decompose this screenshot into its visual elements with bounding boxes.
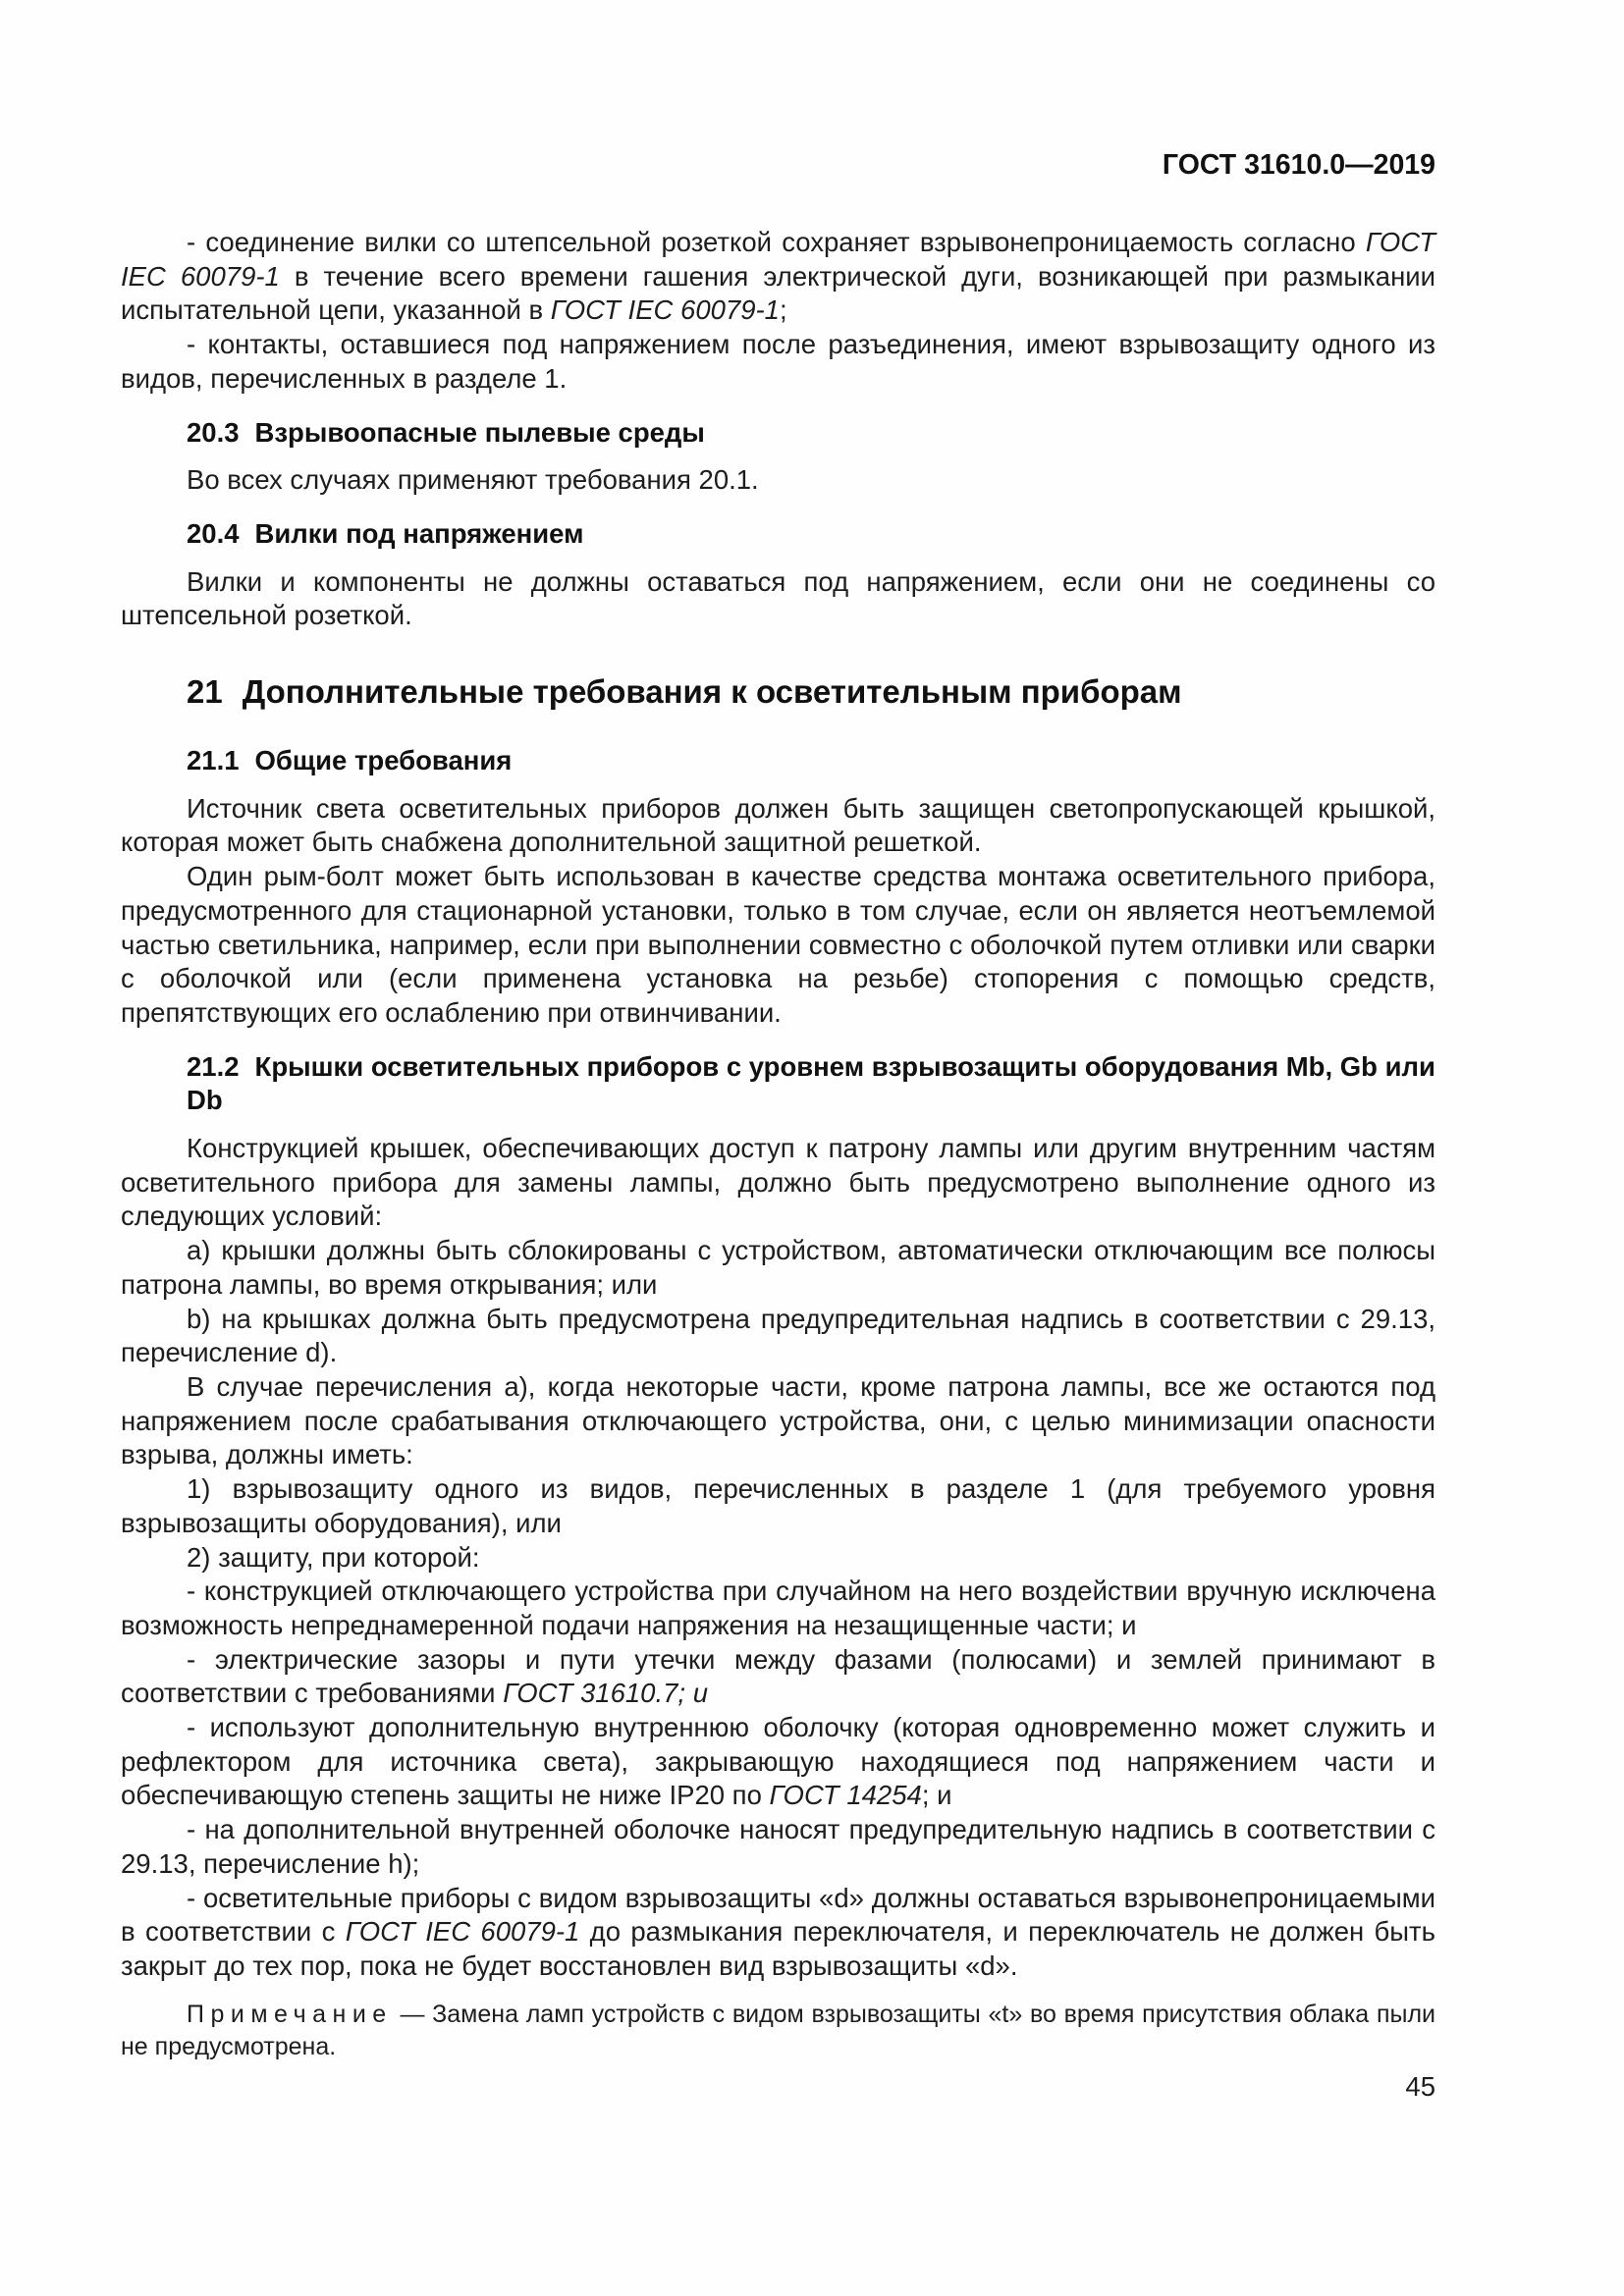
heading-number: 21.1 [187, 745, 240, 776]
heading-number: 21.2 [187, 1050, 240, 1082]
body-paragraph: Один рым-болт может быть использован в качестве средства монтажа осветительного прибора, предусмотренного для стационарной установки, только в том случае, если он является неотъемлемой частью светильника, например, если при выполнении совместно с оболочкой путем отливки или сварки с оболочкой или (если применена установка на резьбе) стопорения с помощью средств, препятствующих его ослаблению при отвинчивании. [121, 861, 1435, 1028]
page-number: 45 [1405, 2070, 1435, 2102]
text-segment: - соединение вилки со штепсельной розеткой сохраняет взрывонепроницаемость согласно [187, 227, 1366, 257]
body-paragraph: Вилки и компоненты не должны оставаться под напряжением, если они не соединены со штепсельной розеткой. [121, 565, 1435, 631]
standard-reference: ГОСТ 31610.7; и [503, 1678, 708, 1709]
text-segment: ; и [921, 1780, 952, 1811]
list-item-dash [121, 1882, 1435, 1984]
body-paragraph: Во всех случаях применяют требования 20.1. [187, 464, 759, 496]
heading-title: Крышки осветительных приборов с уровнем взрывозащиты оборудования Mb, Gb или Db [187, 1050, 1435, 1116]
list-item-plug-socket [121, 226, 1435, 328]
heading-title: Вилки под напряжением [254, 517, 584, 549]
list-item-option-b: b) на крышках должна быть предусмотрена предупредительная надпись в соответствии с 29.13, перечисление d). [121, 1303, 1435, 1368]
text-segment: - используют дополнительную внутреннюю оболочку (которая одновременно может служить и рефлектором для источника света), закрывающую находящиеся под напряжением части и обеспечивающую степень защиты не ниже IP20 по [121, 1712, 1435, 1811]
heading-title: Взрывоопасные пылевые среды [254, 416, 705, 448]
list-item-contacts: - контакты, оставшиеся под напряжением после разъединения, имеют взрывозащиту одного из видов, перечисленных в разделе 1. [121, 329, 1435, 394]
text-segment: в течение всего времени гашения электрической дуги, возникающей при размыкании испытательной цепи, указанной в [121, 260, 1435, 326]
standard-reference: ГОСТ IEC 60079-1 [550, 294, 780, 326]
body-paragraph: Конструкцией крышек, обеспечивающих доступ к патрону лампы или другим внутренним частям осветительного прибора для замены лампы, должно быть предусмотрено выполнение одного из следующих условий: [121, 1133, 1435, 1232]
note [121, 1999, 1435, 2063]
list-item-requirement-1: 1) взрывозащиту одного из видов, перечисленных в разделе 1 (для требуемого уровня взрывозащиты оборудования), или [121, 1473, 1435, 1538]
note-text: — Замена ламп устройств с видом взрывозащиты «t» во время присутствия облака пыли не предусмотрена. [121, 2000, 1435, 2060]
heading-number: 20.4 [187, 517, 240, 549]
list-item-dash [121, 1711, 1435, 1813]
subsection-heading-20-4 [121, 517, 1435, 552]
subsection-heading-21-1 [121, 744, 1435, 778]
text-segment: - электрические зазоры и пути утечки между фазами (полюсами) и землей принимают в соответствии с требованиями [121, 1643, 1435, 1709]
list-item-dash [121, 1643, 1435, 1711]
standard-reference: ГОСТ IEC 60079-1 [121, 227, 1435, 292]
standard-reference: ГОСТ IEC 60079-1 [345, 1916, 580, 1948]
doc-designation: ГОСТ 31610.0—2019 [1162, 149, 1435, 181]
heading-title: Общие требования [254, 745, 513, 776]
text-segment: - осветительные приборы с видом взрывозащиты «d» должны оставаться взрывонепроницаемыми в соответствии с [121, 1882, 1435, 1948]
heading-title: Дополнительные требования к осветительным приборам [242, 673, 1182, 711]
text-segment: до размыкания переключателя, и переключатель не должен быть закрыт до тех пор, пока не будет восстановлен вид взрывозащиты «d». [121, 1916, 1435, 1981]
heading-number: 21 [187, 673, 223, 711]
body-paragraph: В случае перечисления a), когда некоторые части, кроме патрона лампы, все же остаются под напряжением после срабатывания отключающего устройства, они, с целью минимизации опасности взрыва, должны иметь: [121, 1370, 1435, 1470]
list-item-requirement-2: 2) защиту, при которой: [187, 1541, 480, 1573]
body-paragraph: Источник света осветительных приборов должен быть защищен светопропускающей крышкой, которая может быть снабжена дополнительной защитной решеткой. [121, 792, 1435, 858]
subsection-heading-21-2 [121, 1050, 1435, 1118]
note-label: Примечание [187, 2000, 393, 2028]
list-item-option-a: a) крышки должны быть сблокированы с устройством, автоматически отключающим все полюсы патрона лампы, во время открывания; или [121, 1235, 1435, 1300]
page-content [121, 147, 1435, 2104]
subsection-heading-20-3 [121, 416, 1435, 451]
list-item-dash: - конструкцией отключающего устройства при случайном на него воздействии вручную исключена возможность непреднамеренной подачи напряжения на незащищенные части; и [121, 1575, 1435, 1640]
standard-reference: ГОСТ 14254 [769, 1780, 922, 1811]
text-segment: ; [779, 294, 787, 326]
heading-number: 20.3 [187, 416, 240, 448]
list-item-dash: - на дополнительной внутренней оболочке наносят предупредительную надпись в соответствии с 29.13, перечисление h); [121, 1814, 1435, 1879]
section-heading-21 [121, 672, 1435, 712]
running-header [121, 147, 1435, 183]
